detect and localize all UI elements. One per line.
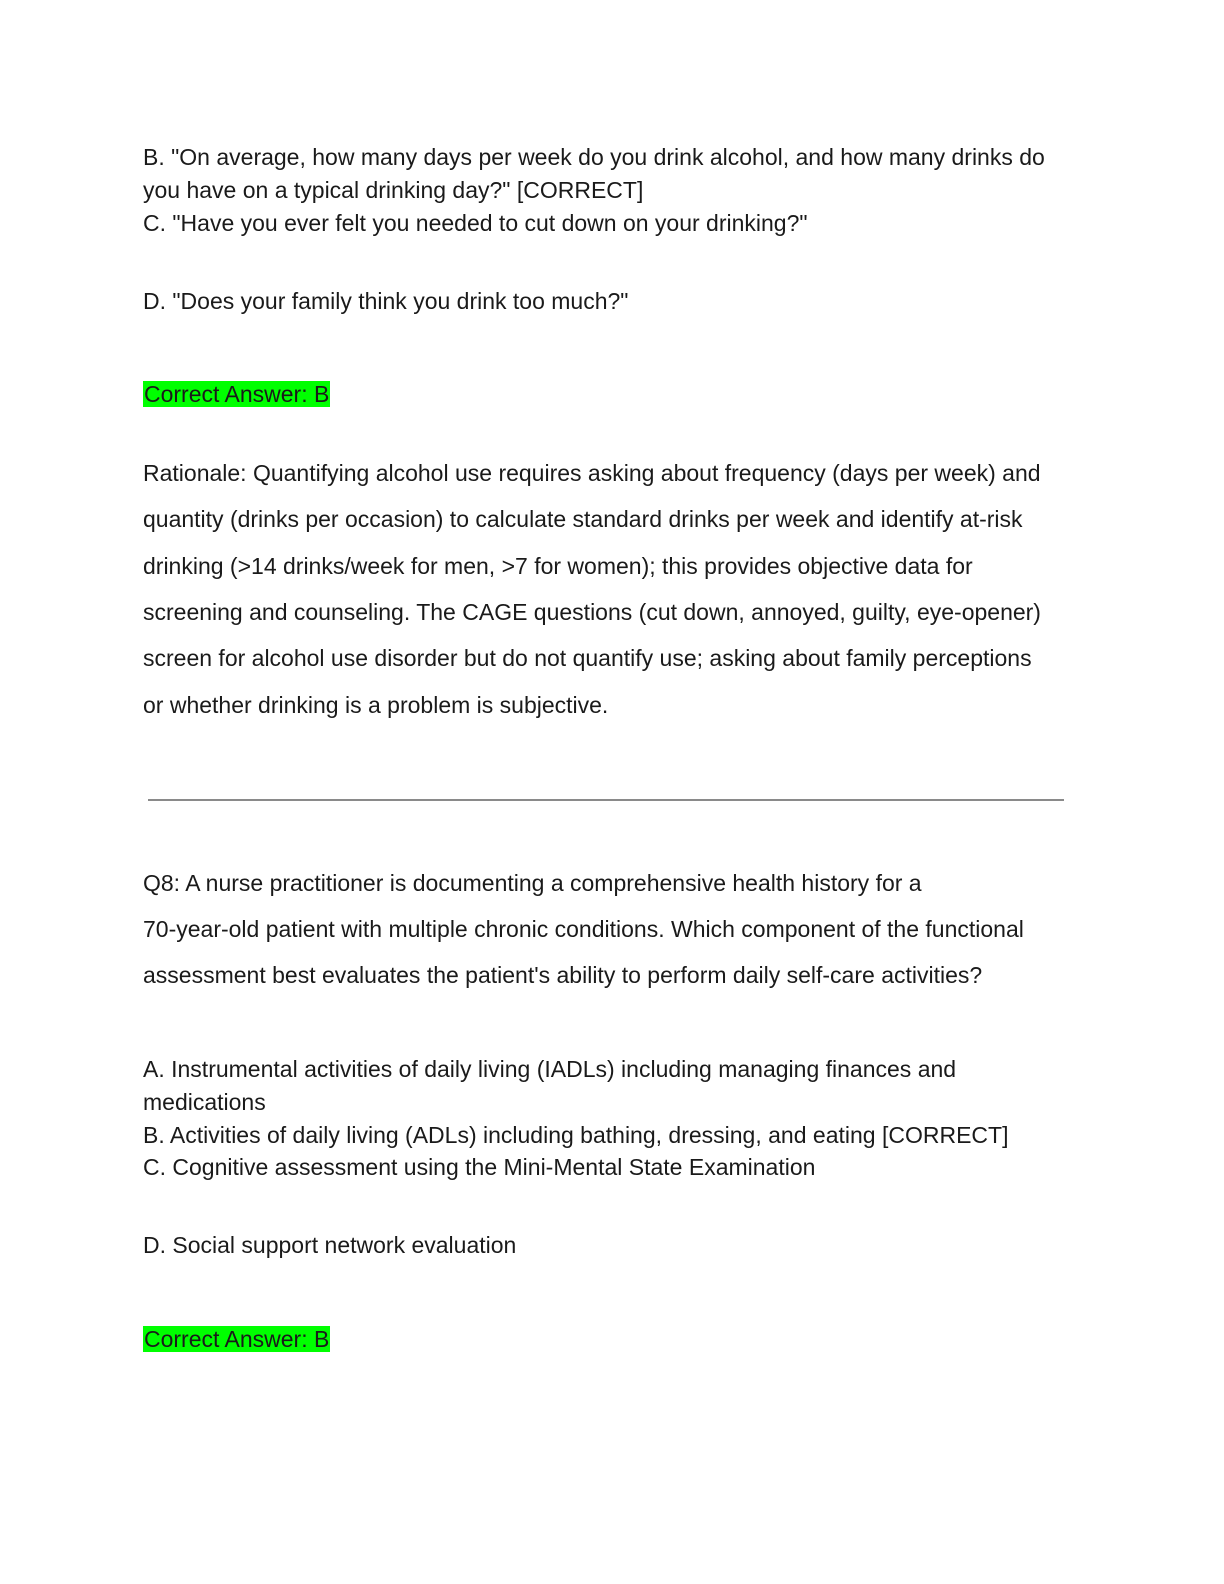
- q8-question-line2: 70-year-old patient with multiple chronic conditions. Which component of the functional: [143, 916, 1024, 942]
- correct-answer-highlight: Correct Answer: B: [144, 1326, 330, 1352]
- q7-rationale-line3: drinking (>14 drinks/week for men, >7 for women); this provides objective data for: [143, 553, 973, 579]
- q8-option-b: B. Activities of daily living (ADLs) including bathing, dressing, and eating [CORRECT]: [143, 1122, 1009, 1148]
- q8-correct-answer: [143, 1323, 330, 1356]
- q7-rationale-line2: quantity (drinks per occasion) to calculate standard drinks per week and identify at-risk: [143, 506, 1023, 532]
- section-divider: [148, 799, 1064, 801]
- q8-question-line1: Q8: A nurse practitioner is documenting a comprehensive health history for a: [143, 870, 922, 896]
- q7-option-b-line1: B. "On average, how many days per week do you drink alcohol, and how many drinks do: [143, 144, 1045, 170]
- q8-option-d: D. Social support network evaluation: [143, 1232, 517, 1258]
- q7-option-b-line2: you have on a typical drinking day?" [CORRECT]: [143, 177, 644, 203]
- q7-option-d: D. "Does your family think you drink too much?": [143, 288, 629, 314]
- q7-rationale-line6: or whether drinking is a problem is subjective.: [143, 692, 609, 718]
- q7-rationale-line1: Rationale: Quantifying alcohol use requires asking about frequency (days per week) and: [143, 460, 1041, 486]
- correct-answer-highlight: Correct Answer: B: [144, 381, 330, 407]
- q8-option-a-line1: A. Instrumental activities of daily living (IADLs) including managing finances and: [143, 1056, 957, 1082]
- q7-correct-answer: [143, 378, 330, 411]
- q7-option-c: C. "Have you ever felt you needed to cut down on your drinking?": [143, 210, 808, 236]
- q8-option-a-line2: medications: [143, 1089, 266, 1115]
- q7-rationale-line4: screening and counseling. The CAGE questions (cut down, annoyed, guilty, eye-opener): [143, 599, 1041, 625]
- q7-rationale-line5: screen for alcohol use disorder but do not quantify use; asking about family perceptions: [143, 645, 1032, 671]
- q8-option-c: C. Cognitive assessment using the Mini-Mental State Examination: [143, 1154, 816, 1180]
- q8-question-line3: assessment best evaluates the patient's ability to perform daily self-care activities?: [143, 962, 983, 988]
